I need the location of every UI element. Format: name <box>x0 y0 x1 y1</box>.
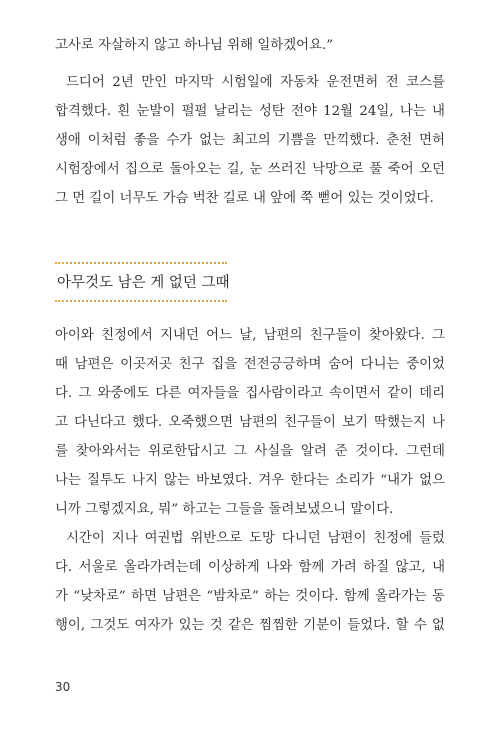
text-line: 시간이 지나 여권법 위반으로 도망 다니던 남편이 친정에 들렀 <box>66 531 445 546</box>
text-line: 고 다닌다고 했다. 오죽했으면 남편의 친구들이 보기 딱했는지 나 <box>55 415 445 430</box>
text-line: 가 “낮차로” 하면 남편은 “밤차로” 하는 것이다. 함께 올라가는 동 <box>55 589 445 604</box>
text-line: 때 남편은 이곳저곳 친구 집을 전전긍긍하며 숨어 다니는 중이었 <box>55 357 445 372</box>
section-heading-box <box>55 262 230 302</box>
text-line: 합격했다. 흰 눈발이 펄펄 날리는 성탄 전야 12월 24일, 나는 내 <box>55 104 445 119</box>
text-line: 다. 서울로 올라가려는데 이상하게 나와 함께 가려 하질 않고, 내 <box>55 560 445 575</box>
text-line: 다. 그 와중에도 다른 여자들을 집사람이라고 속이면서 같이 데리 <box>55 386 445 401</box>
text-line: 나는 질투도 나지 않는 바보였다. 겨우 한다는 소리가 “내가 없으 <box>55 473 445 488</box>
text-line: 드디어 2년 만인 마지막 시험일에 자동차 운전면허 전 코스를 <box>66 75 445 90</box>
text-line: 를 찾아와서는 위로한답시고 그 사실을 알려 준 것이다. 그런데 <box>55 444 445 459</box>
text-line: 아이와 친정에서 지내던 어느 날, 남편의 친구들이 찾아왔다. 그 <box>55 328 445 343</box>
text-line: 행이, 그것도 여자가 있는 것 같은 찜찜한 기분이 들었다. 할 수 없 <box>55 618 445 633</box>
section-heading: 아무것도 남은 게 없던 그때 <box>57 275 230 291</box>
text-line: 니까 그렇겠지요, 뭐” 하고는 그들을 돌려보냈으니 말이다. <box>55 502 394 517</box>
text-line: 시험장에서 집으로 돌아오는 길, 눈 쓰러진 낙망으로 풀 죽어 오던 <box>55 162 445 177</box>
text-line: 고사로 자살하지 않고 하나님 위해 일하겠어요.” <box>55 38 334 53</box>
text-line: 그 먼 길이 너무도 가슴 벅찬 길로 내 앞에 쭉 뻗어 있는 것이었다. <box>55 191 434 206</box>
text-line: 생애 이처럼 좋을 수가 없는 최고의 기쁨을 만끽했다. 춘천 면허 <box>55 133 445 148</box>
page-number: 30 <box>55 680 71 694</box>
